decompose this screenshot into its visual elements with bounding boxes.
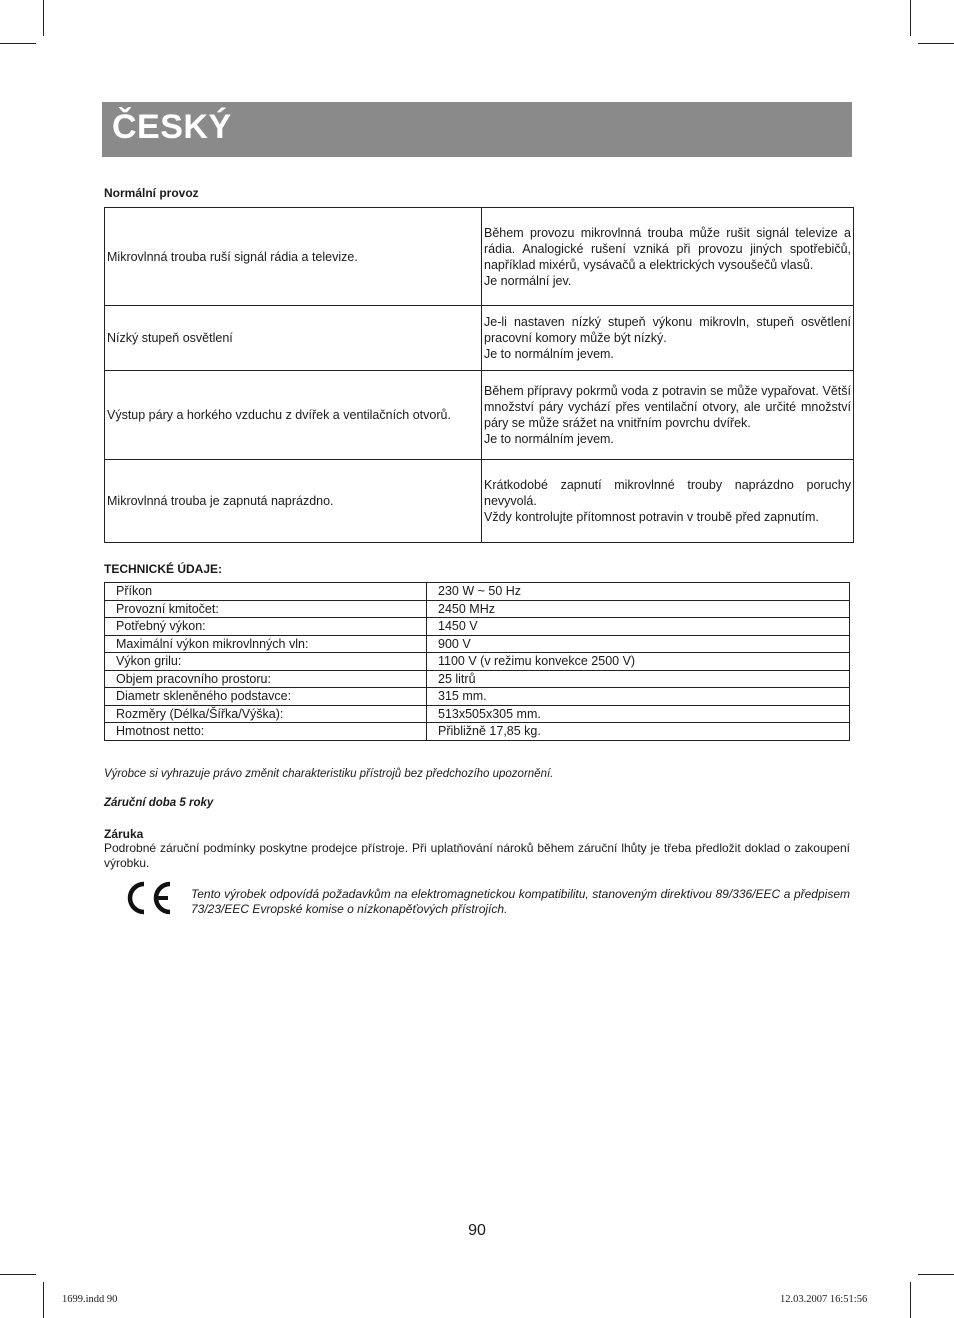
- page-number: 90: [468, 1222, 486, 1239]
- spec-key: Maximální výkon mikrovlnných vln:: [105, 635, 427, 653]
- spec-key: Hmotnost netto:: [105, 723, 427, 741]
- spec-key: Objem pracovního prostoru:: [105, 670, 427, 688]
- crop-mark: [918, 1274, 954, 1275]
- table-row: [105, 635, 850, 653]
- table-row: [105, 583, 850, 601]
- table-row: [105, 688, 850, 706]
- spec-key: Výkon grilu:: [105, 653, 427, 671]
- table-cell-explanation: [482, 208, 854, 306]
- table-row: [105, 208, 854, 306]
- explanation-line: Je to normálním jevem.: [484, 347, 614, 361]
- explanation-line: Je-li nastaven nízký stupeň výkonu mikrovln, stupeň osvětlení pracovní komory může být nízký.: [484, 315, 851, 345]
- date-slug: 12.03.2007 16:51:56: [780, 1294, 868, 1305]
- normal-operation-table: [104, 207, 854, 543]
- table-cell-explanation: [482, 460, 854, 543]
- specs-heading: TECHNICKÉ ÚDAJE:: [104, 562, 223, 576]
- spec-key: Potřebný výkon:: [105, 618, 427, 636]
- specs-table: [104, 582, 850, 741]
- crop-mark: [910, 1282, 911, 1318]
- spec-value: 315 mm.: [427, 688, 850, 706]
- spec-value: 1450 V: [427, 618, 850, 636]
- table-cell-symptom: Výstup páry a horkého vzduchu z dvířek a ventilačních otvorů.: [105, 371, 482, 460]
- table-row: [105, 371, 854, 460]
- table-row: [105, 306, 854, 371]
- crop-mark: [918, 43, 954, 44]
- spec-value: 25 litrů: [427, 670, 850, 688]
- spec-value: Přibližně 17,85 kg.: [427, 723, 850, 741]
- table-row: [105, 618, 850, 636]
- explanation-line: Během provozu mikrovlnná trouba může rušit signál televize a rádia. Analogické rušení vzniká při provozu jiných spotřebičů, například mixérů, vysávačů a elektrických vysoušečů vlasů.: [484, 225, 851, 272]
- spec-key: Příkon: [105, 583, 427, 601]
- spec-value: 2450 MHz: [427, 600, 850, 618]
- spec-key: Provozní kmitočet:: [105, 600, 427, 618]
- spec-value: 513x505x305 mm.: [427, 705, 850, 723]
- spec-value: 230 W ~ 50 Hz: [427, 583, 850, 601]
- crop-mark: [0, 43, 36, 44]
- manufacturer-note: Výrobce si vyhrazuje právo změnit charakteristiku přístrojů bez předchozího upozornění.: [104, 768, 554, 780]
- table-row: [105, 670, 850, 688]
- crop-mark: [0, 1274, 36, 1275]
- ce-compliance-text: Tento výrobek odpovídá požadavkům na elektromagnetickou kompatibilitu, stanoveným direktivou 89/336/EEC a předpisem 73/23/EEC Evropské komise o nízkonapěťových přístrojích.: [191, 887, 850, 916]
- explanation-line: Krátkodobé zapnutí mikrovlnné trouby naprázdno poruchy nevyvolá.: [484, 478, 851, 508]
- table-row: [105, 653, 850, 671]
- table-row: [105, 600, 850, 618]
- page-title: ČESKÝ: [112, 108, 232, 146]
- crop-mark: [910, 0, 911, 36]
- table-cell-explanation: [482, 371, 854, 460]
- table-row: [105, 460, 854, 543]
- explanation-line: Je normální jev.: [484, 273, 572, 288]
- explanation-line: Je to normálním jevem.: [484, 432, 614, 446]
- spec-value: 1100 V (v režimu konvekce 2500 V): [427, 653, 850, 671]
- table-cell-symptom: Mikrovlnná trouba ruší signál rádia a televize.: [105, 208, 482, 306]
- crop-mark: [43, 1282, 44, 1318]
- warranty-period: Záruční doba 5 roky: [104, 797, 214, 809]
- spec-value: 900 V: [427, 635, 850, 653]
- crop-mark: [43, 0, 44, 36]
- language-header-bar: [102, 102, 852, 157]
- ce-mark-icon: [122, 878, 174, 918]
- spec-key: Rozměry (Délka/Šířka/Výška):: [105, 705, 427, 723]
- spec-key: Diametr skleněného podstavce:: [105, 688, 427, 706]
- file-slug: 1699.indd 90: [62, 1294, 118, 1305]
- explanation-line: Během přípravy pokrmů voda z potravin se může vypařovat. Větší množství páry vychází přes ventilační otvory, ale určité množství páry se může srážet na vnitřním povrchu dvířek.: [484, 384, 851, 430]
- warranty-heading: Záruka: [104, 827, 144, 841]
- normal-operation-heading: Normální provoz: [104, 186, 199, 200]
- table-cell-explanation: [482, 306, 854, 371]
- table-cell-symptom: Mikrovlnná trouba je zapnutá naprázdno.: [105, 460, 482, 543]
- table-row: [105, 705, 850, 723]
- warranty-text: Podrobné záruční podmínky poskytne prodejce přístroje. Při uplatňování nároků během záruční lhůty je třeba předložit doklad o zakoupení výrobku.: [104, 841, 850, 870]
- explanation-line: Vždy kontrolujte přítomnost potravin v troubě před zapnutím.: [484, 510, 819, 524]
- table-cell-symptom: Nízký stupeň osvětlení: [105, 306, 482, 371]
- table-row: [105, 723, 850, 741]
